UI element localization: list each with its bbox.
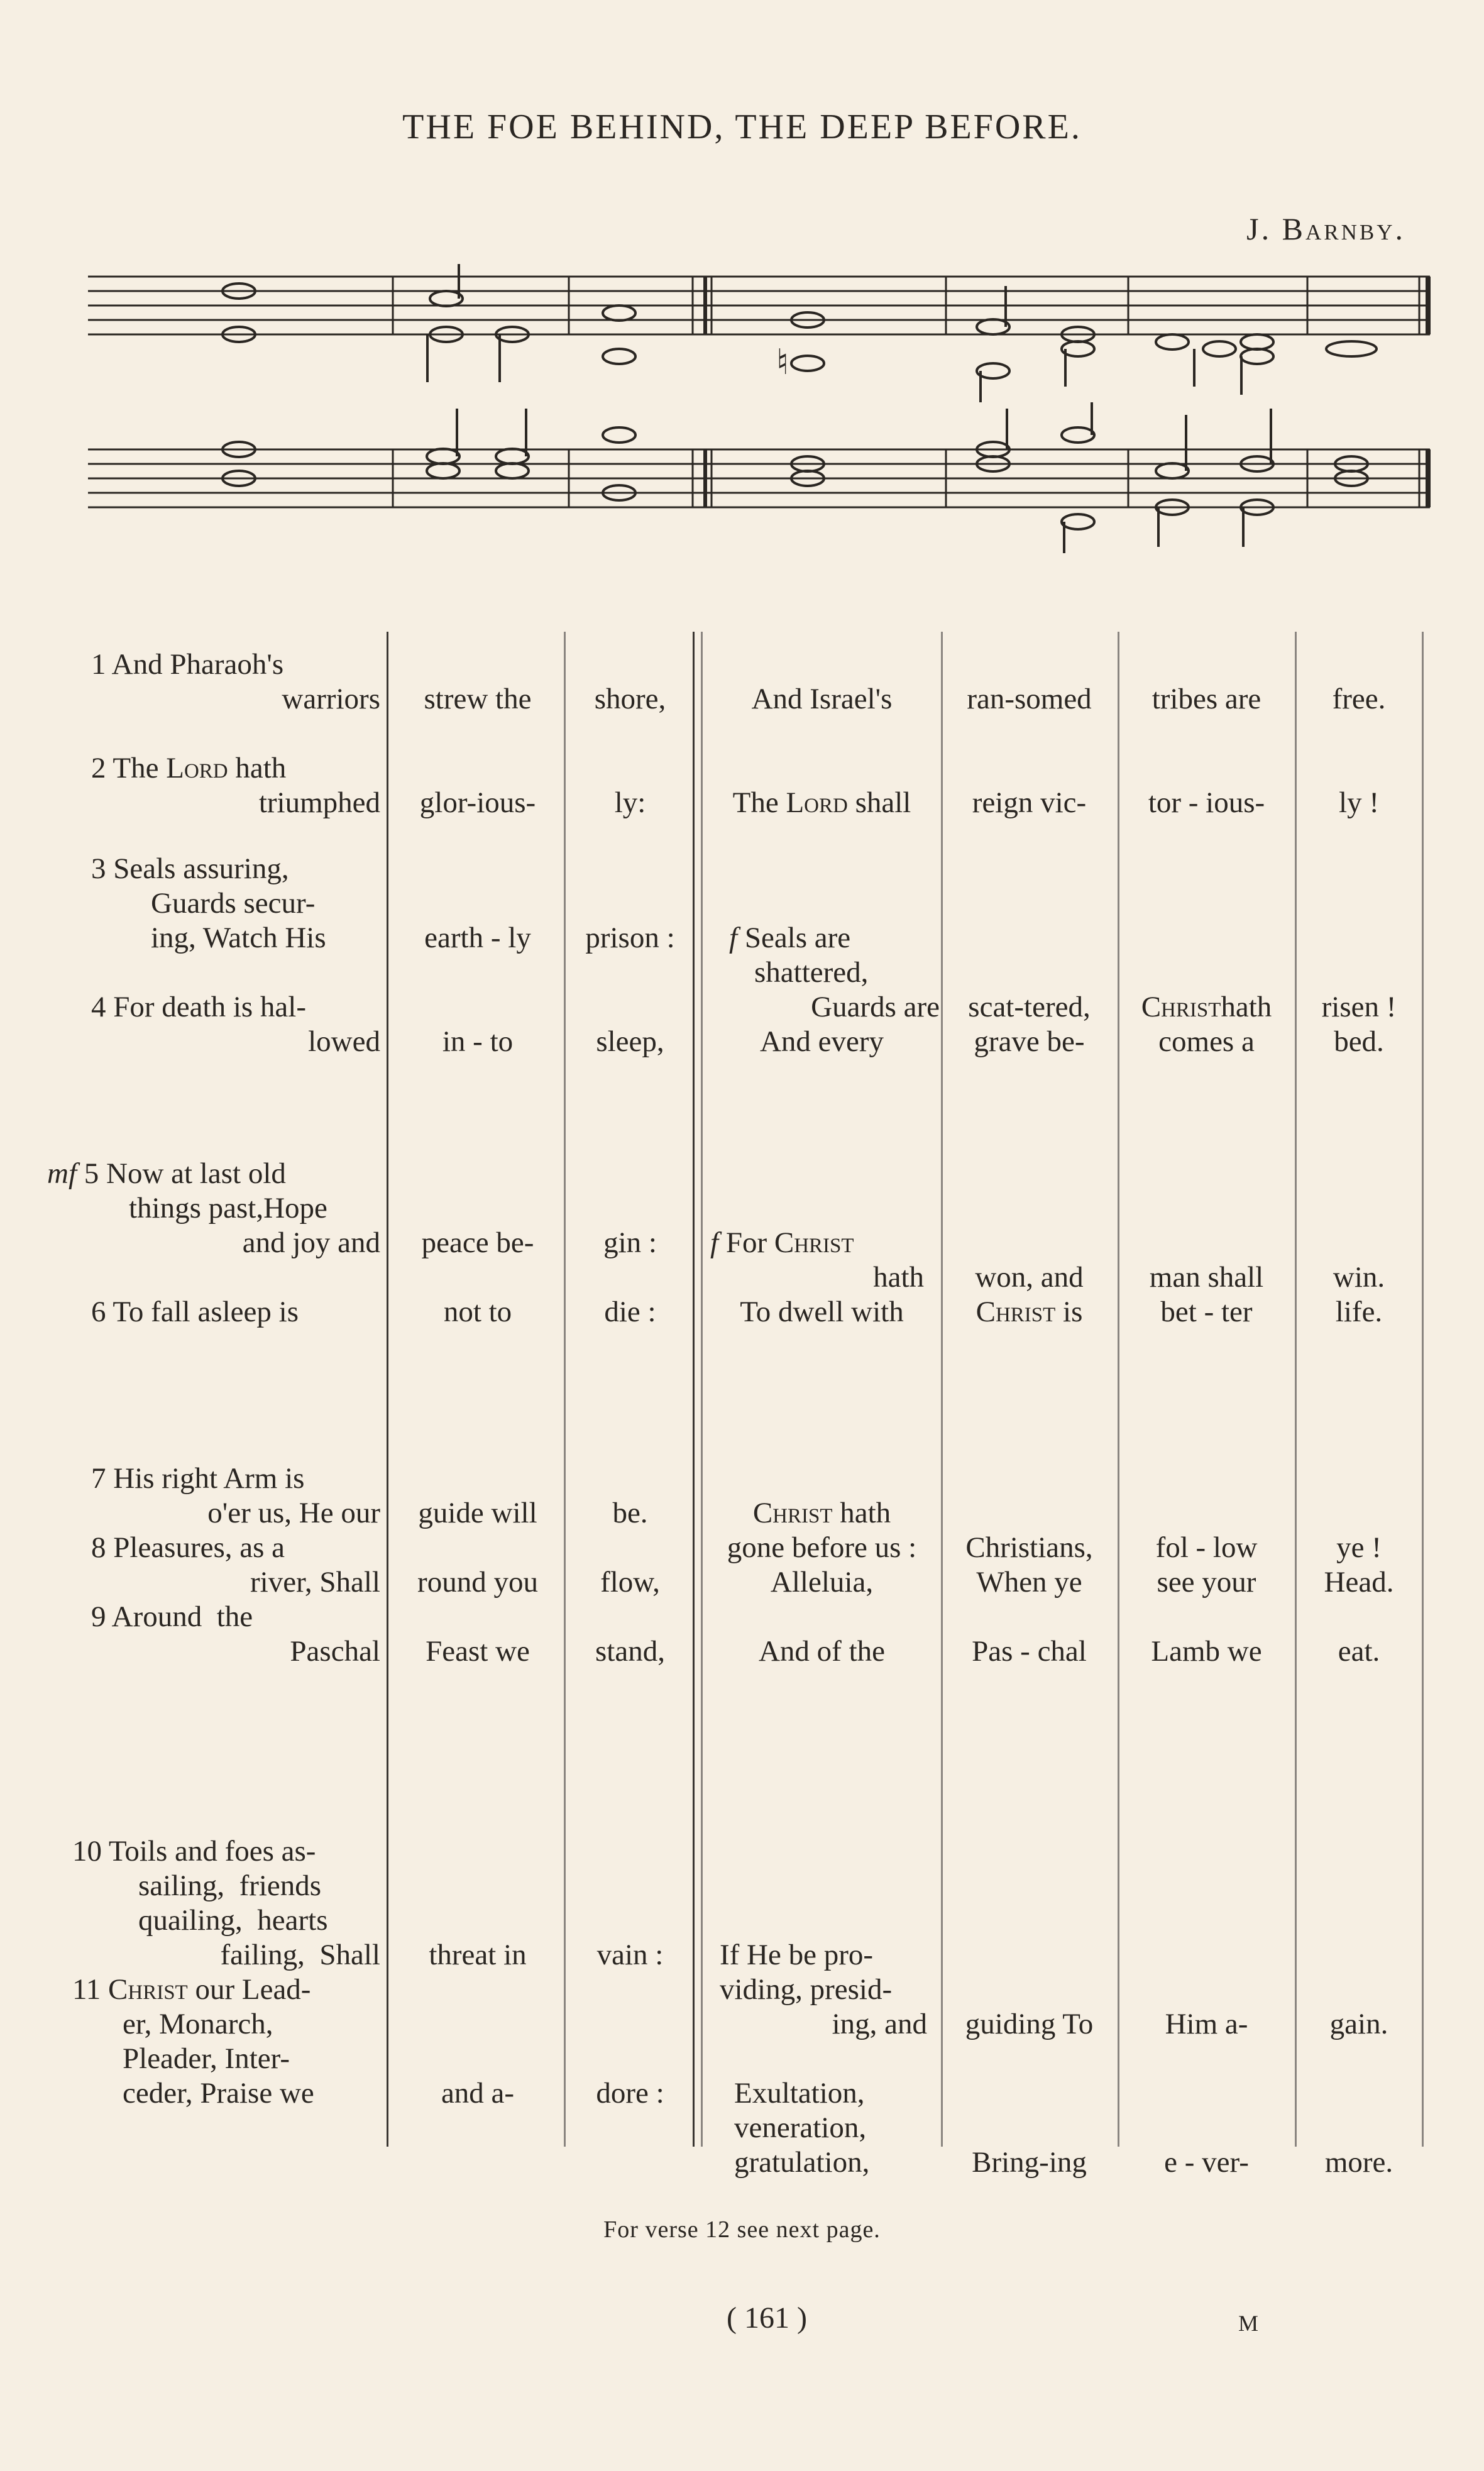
composer-name: J. Barnby. xyxy=(1246,211,1405,246)
stanza-3-line-2: Guards secur- xyxy=(151,887,316,920)
stanza-3-col-1: earth - ly xyxy=(424,922,531,954)
page-number: ( 161 ) xyxy=(727,2301,807,2335)
stanza-3-col-5: Christhath xyxy=(1141,991,1272,1023)
stanza-4-col-3: And every xyxy=(759,1025,884,1058)
stanza-9-line-1: 9 Around the xyxy=(91,1600,253,1633)
stanza-10-line-4: failing, Shall xyxy=(220,1939,380,1971)
stanza-5-col-3-line-1: f For Christ xyxy=(710,1226,854,1259)
stanza-9-col-5: Lamb we xyxy=(1151,1635,1262,1668)
stanza-3-col-4: scat-tered, xyxy=(968,991,1091,1023)
stanza-2-lead xyxy=(91,751,380,820)
stanza-8-col-1: round you xyxy=(417,1566,538,1599)
stanza-8-line-1: 8 Pleasures, as a xyxy=(91,1531,285,1564)
stanza-8-col-5: see your xyxy=(1157,1566,1256,1599)
stanza-9-col-2: stand, xyxy=(595,1635,665,1668)
stanza-4-lead xyxy=(91,990,380,1059)
stanza-4-line-2: lowed xyxy=(308,1025,380,1058)
column-divider xyxy=(1118,632,1119,2147)
stanza-11-col-1: and a- xyxy=(441,2077,515,2110)
stanza-9-col-6: eat. xyxy=(1338,1635,1380,1668)
stanza-6-col-1: not to xyxy=(443,1296,512,1328)
footnote: For verse 12 see next page. xyxy=(603,2216,881,2243)
stanza-1-lead xyxy=(91,647,380,717)
treble-staff xyxy=(88,277,1430,334)
stanza-3-line-1: 3 Seals assuring, xyxy=(91,852,289,885)
column-divider xyxy=(701,632,703,2147)
stanza-4-col-4: grave be- xyxy=(974,1025,1085,1058)
stanza-11-col-5: e - ver- xyxy=(1164,2146,1249,2179)
stanza-10-col-3-line-2: viding, presid- xyxy=(720,1973,893,2006)
stanza-10-col-3-line-1: If He be pro- xyxy=(720,1939,874,1971)
stanza-5-col-2: gin : xyxy=(603,1226,657,1259)
stanza-1-col-5: tribes are xyxy=(1151,683,1261,715)
stanza-4-col-1: in - to xyxy=(442,1025,514,1058)
treble-notes xyxy=(223,264,1377,402)
stanza-2-col-6: ly ! xyxy=(1339,786,1379,819)
stanza-3-lead xyxy=(91,852,380,955)
stanza-10-col-4: guiding To xyxy=(965,2008,1094,2040)
stanza-11-col-3-line-3: gratulation, xyxy=(734,2146,870,2179)
stanza-2-col-4: reign vic- xyxy=(972,786,1087,819)
column-divider xyxy=(1422,632,1424,2147)
stanza-1-col-4: ran-somed xyxy=(967,683,1092,715)
bass-staff xyxy=(88,449,1430,507)
stanza-1-col-3: And Israel's xyxy=(751,683,893,715)
stanza-9-col-1: Feast we xyxy=(426,1635,530,1668)
stanza-5-col-5: man shall xyxy=(1149,1261,1264,1294)
stanza-8-line-2: river, Shall xyxy=(250,1566,380,1599)
stanza-11-col-4: Bring-ing xyxy=(972,2146,1087,2179)
stanza-5-line-3: and joy and xyxy=(242,1226,380,1259)
stanza-6-col-5: bet - ter xyxy=(1160,1296,1253,1328)
stanza-4-col-6: bed. xyxy=(1334,1025,1384,1058)
stanza-5-col-3 xyxy=(710,1226,924,1295)
stanza-11-col-3 xyxy=(734,2076,935,2180)
stanza-7-line-1: 7 His right Arm is xyxy=(91,1462,305,1495)
stanza-8-col-3: Alleluia, xyxy=(770,1566,874,1599)
stanza-10-line-3: quailing, hearts xyxy=(138,1904,328,1937)
stanza-7-col-1: guide will xyxy=(418,1497,537,1529)
stanza-4-col-2: sleep, xyxy=(596,1025,664,1058)
stanza-10-col-2: vain : xyxy=(596,1939,664,1971)
stanza-7-line-2: o'er us, He our xyxy=(207,1497,380,1529)
stanza-7-lead xyxy=(91,1461,380,1531)
stanza-11-line-4: ceder, Praise we xyxy=(123,2077,314,2110)
stanza-2-col-3: The Lord shall xyxy=(732,786,911,819)
stanza-6-col-6: life. xyxy=(1335,1296,1383,1328)
stanza-10-line-2: sailing, friends xyxy=(138,1869,322,1902)
stanza-2-line-1: 2 The Lord hath xyxy=(91,752,287,784)
stanza-5-line-2: things past,Hope xyxy=(129,1192,327,1224)
stanza-1-col-1: strew the xyxy=(424,683,532,715)
stanza-3-line-3: ing, Watch His xyxy=(151,922,326,954)
stanza-8-col-2: flow, xyxy=(600,1566,660,1599)
stanza-9-line-2: Paschal xyxy=(290,1635,380,1668)
stanza-10-col-5: Him a- xyxy=(1165,2008,1248,2040)
column-divider xyxy=(564,632,566,2147)
stanza-11-line-1: 11 Christ our Lead- xyxy=(72,1973,311,2006)
stanza-5-col-3-line-2: hath xyxy=(873,1261,924,1294)
column-divider xyxy=(1295,632,1297,2147)
stanza-6-col-3: To dwell with xyxy=(740,1296,904,1328)
stanza-7-col-6: ye ! xyxy=(1336,1531,1382,1564)
stanza-7-col-3-line-2: gone before us : xyxy=(727,1531,917,1564)
stanza-7-col-4: Christians, xyxy=(965,1531,1093,1564)
stanza-8-col-6: Head. xyxy=(1324,1566,1394,1599)
stanza-3-col-3-line-1: f Seals are xyxy=(729,922,851,954)
stanza-2-col-1: glor-ious- xyxy=(419,786,536,819)
stanza-10-col-3-line-3: ing, and xyxy=(832,2008,927,2040)
stanza-10-line-1: 10 Toils and foes as- xyxy=(72,1835,316,1868)
stanza-11-line-3: Pleader, Inter- xyxy=(123,2042,290,2075)
stanza-4-col-5: comes a xyxy=(1158,1025,1255,1058)
stanza-1-col-2: shore, xyxy=(594,683,666,715)
stanza-3-col-3 xyxy=(717,921,940,1025)
column-divider xyxy=(387,632,388,2147)
stanza-5-col-1: peace be- xyxy=(421,1226,534,1259)
stanza-5-col-6: win. xyxy=(1333,1261,1385,1294)
stanza-11-col-3-line-1: Exultation, xyxy=(734,2077,865,2110)
stanza-11-col-2: dore : xyxy=(596,2077,664,2110)
stanza-3-col-3-line-2: shattered, xyxy=(754,956,869,989)
stanza-7-col-2: be. xyxy=(612,1497,648,1529)
stanza-11-line-2: er, Monarch, xyxy=(123,2008,273,2040)
stanza-6-col-4: Christ is xyxy=(976,1296,1083,1328)
stanza-5-line-1: mf 5 Now at last old xyxy=(47,1157,286,1190)
stanza-6-col-2: die : xyxy=(604,1296,656,1328)
stanza-1-line-2: warriors xyxy=(282,683,380,715)
stanza-2-col-2: ly: xyxy=(614,786,646,819)
stanza-5-lead xyxy=(47,1157,380,1260)
stanza-10-col-1: threat in xyxy=(429,1939,527,1971)
signature-mark: M xyxy=(1238,2311,1259,2336)
stanza-11-lead xyxy=(72,1973,380,2111)
stanza-3-col-2: prison : xyxy=(585,922,675,954)
column-divider xyxy=(941,632,943,2147)
stanza-10-col-6: gain. xyxy=(1329,2008,1388,2040)
stanza-5-col-4: won, and xyxy=(975,1261,1084,1294)
stanza-10-col-3 xyxy=(720,1938,927,2042)
stanza-9-col-4: Pas - chal xyxy=(972,1635,1087,1668)
stanza-2-line-2: triumphed xyxy=(258,786,380,819)
stanza-3-col-3-line-3: Guards are xyxy=(811,991,940,1023)
column-divider xyxy=(693,632,695,2147)
stanza-4-line-1: 4 For death is hal- xyxy=(91,991,306,1023)
stanza-9-col-3: And of the xyxy=(758,1635,885,1668)
stanza-11-col-6: more. xyxy=(1324,2146,1393,2179)
stanza-7-col-5: fol - low xyxy=(1155,1531,1258,1564)
stanza-2-col-5: tor - ious- xyxy=(1148,786,1265,819)
svg-text:♮: ♮ xyxy=(776,343,789,382)
stanza-11-col-3-line-2: veneration, xyxy=(734,2111,867,2144)
stanza-6-lead: 6 To fall asleep is xyxy=(91,1296,299,1328)
stanza-1-col-6: free. xyxy=(1332,683,1386,715)
hymn-title: THE FOE BEHIND, THE DEEP BEFORE. xyxy=(402,107,1082,146)
stanza-9-lead xyxy=(91,1600,380,1669)
stanza-10-lead xyxy=(72,1834,380,1973)
stanza-3-col-6: risen ! xyxy=(1321,991,1397,1023)
stanza-1-line-1: 1 And Pharaoh's xyxy=(91,648,284,681)
stanza-8-lead xyxy=(91,1531,380,1600)
stanza-7-col-3 xyxy=(704,1496,940,1565)
stanza-7-col-3-line-1: Christ hath xyxy=(752,1497,891,1529)
stanza-8-col-4: When ye xyxy=(976,1566,1082,1599)
